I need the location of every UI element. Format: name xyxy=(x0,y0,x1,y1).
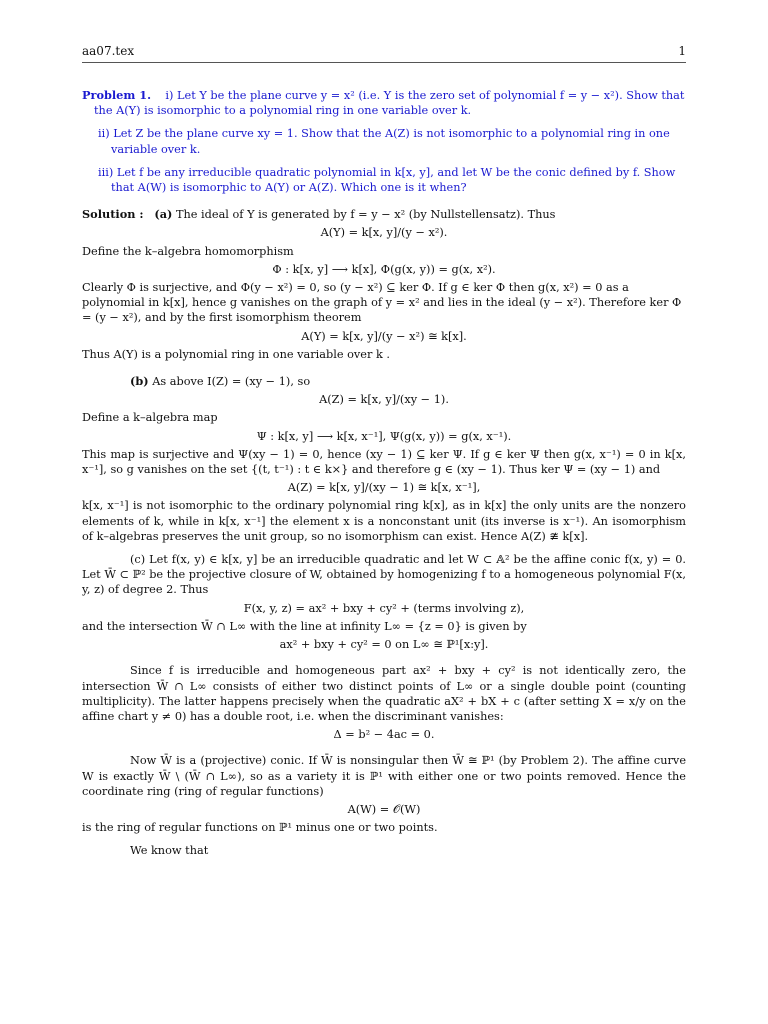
conclusion-a: Thus A(Y) is a polynomial ring in one variable over k . xyxy=(82,347,391,361)
header-page-number: 1 xyxy=(678,44,686,58)
problem-part-iii: iii) Let f be any irreducible quadratic polynomial in k[x, y], and let W be the conic defined by f. Show that A(W) is isomorphic to A(Y) or A(Z). Which one is it when? xyxy=(98,165,676,195)
header-filename: aa07.tex xyxy=(82,44,135,58)
problem-part-ii: ii) Let Z be the plane curve xy = 1. Show that the A(Z) is not isomorphic to a polynomial ring in one variable over k. xyxy=(98,127,670,156)
equation-aw: A(W) = 𝒪(W) xyxy=(347,802,421,816)
equation-homogenized: F(x, y, z) = ax² + bxy + cy² + (terms involving z), xyxy=(243,601,525,615)
solution-a-label: (a) xyxy=(154,207,173,222)
problem-heading: Problem 1. xyxy=(82,88,152,102)
solution-b-intro xyxy=(82,374,686,389)
page-content xyxy=(82,88,686,859)
solution-a-intro xyxy=(82,207,686,222)
intersection-text: and the intersection W̄ ∩ L∞ with the line at infinity L∞ = {z = 0} is given by xyxy=(82,619,527,633)
define-map: Define a k–algebra map xyxy=(82,411,218,425)
equation-ay: A(Y) = k[x, y]/(y − x²). xyxy=(320,226,448,240)
problem-statement xyxy=(82,88,686,195)
phi-argument: Clearly Φ is surjective, and Φ(y − x²) = 0, so (y − x²) ⊆ ker Φ. If g ∈ ker Φ then g(x, x²) = 0 as a polynomial in k[x], hence g vanishes on the graph of y = x² and lies in the ideal (y − x²). Therefore ker Φ = (y − x²), and by the first isomorphism theorem xyxy=(82,281,682,325)
solution-b-label: (b) xyxy=(130,374,149,389)
we-know-text: We know that xyxy=(130,844,209,858)
equation-discriminant: Δ = b² − 4ac = 0. xyxy=(333,728,435,742)
solution-label: Solution : xyxy=(82,207,144,222)
solution-a-text: The ideal of Y is generated by f = y − x² (by Nullstellensatz). Thus xyxy=(175,208,556,222)
equation-phi: Φ : k[x, y] ⟶ k[x], Φ(g(x, y)) = g(x, x²). xyxy=(272,262,496,276)
problem-part-i-text: i) Let Y be the plane curve y = x² (i.e. Y is the zero set of polynomial f = y − x²). Show that the A(Y) is isomorphic to a polynomial ring in one variable over k. xyxy=(94,89,685,118)
equation-ay-iso: A(Y) = k[x, y]/(y − x²) ≅ k[x]. xyxy=(301,329,467,343)
units-argument: k[x, x⁻¹] is not isomorphic to the ordinary polynomial ring k[x], as in k[x] the only units are the nonzero elements of k, while in k[x, x⁻¹] the element x is a nonconstant unit (its inverse is x⁻¹). An isomorphism of k–algebras preserves the unit group, so no isomorphism can exist. Hence A(Z) ≇ k[x]. xyxy=(82,499,686,543)
problem-part-i xyxy=(82,88,686,118)
equation-az: A(Z) = k[x, y]/(xy − 1). xyxy=(319,393,449,407)
ring-text: is the ring of regular functions on ℙ¹ minus one or two points. xyxy=(82,821,438,835)
psi-argument: This map is surjective and Ψ(xy − 1) = 0, hence (xy − 1) ⊆ ker Ψ. If g ∈ ker Ψ then g(x, x⁻¹) = 0 in k[x, x⁻¹], so g vanishes on the set {(t, t⁻¹) : t ∈ k×} and therefore g ∈ (xy − 1). Thus ker Ψ = (xy − 1) and xyxy=(82,447,686,477)
since-argument: Since f is irreducible and homogeneous part ax² + bxy + cy² is not identically zero, the intersection W̄ ∩ L∞ consists of either two distinct points of L∞ or a single double point (counting multiplicity). The latter happens precisely when the quadratic aX² + bX + c (after setting X = x/y on the affine chart y ≠ 0) has a double root, i.e. when the discriminant vanishes: xyxy=(82,664,686,723)
solution-c-text: (c) Let f(x, y) ∈ k[x, y] be an irreducible quadratic and let W ⊂ 𝔸² be the affine conic f(x, y) = 0. Let W̄ ⊂ ℙ² be the projective closure of W, obtained by homogenizing f to a homogeneous polynomial F(x, y, z) of degree 2. Thus xyxy=(82,553,686,597)
equation-psi: Ψ : k[x, y] ⟶ k[x, x⁻¹], Ψ(g(x, y)) = g(x, x⁻¹). xyxy=(256,429,512,443)
define-homomorphism: Define the k–algebra homomorphism xyxy=(82,244,294,258)
solution-b-text: As above I(Z) = (xy − 1), so xyxy=(152,375,311,389)
page-header xyxy=(82,44,686,63)
equation-az-iso: A(Z) = k[x, y]/(xy − 1) ≅ k[x, x⁻¹], xyxy=(287,481,481,495)
now-argument: Now W̄ is a (projective) conic. If W̄ is nonsingular then W̄ ≅ ℙ¹ (by Problem 2). The affine curve W is exactly W̄ \ (W̄ ∩ L∞), so as a variety it is ℙ¹ with either one or two points removed. Hence the coordinate ring (ring of regular functions) xyxy=(82,754,686,798)
equation-infinity: ax² + bxy + cy² = 0 on L∞ ≅ ℙ¹[x:y]. xyxy=(279,638,489,652)
